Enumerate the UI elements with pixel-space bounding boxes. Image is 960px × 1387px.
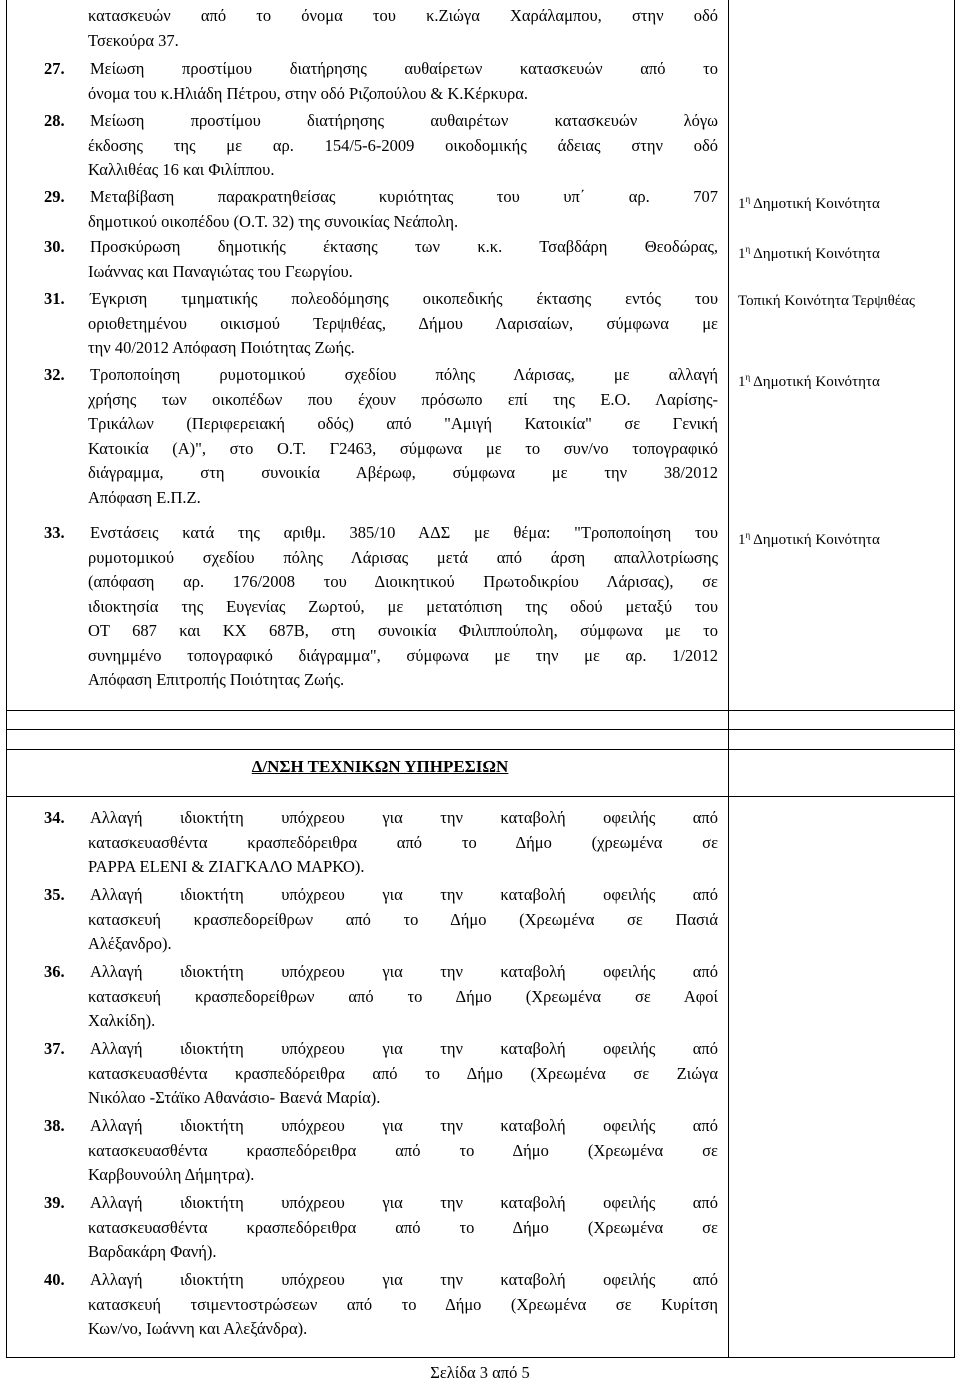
item-text-line: Νικόλαο -Στάϊκο Αθανάσιο- Βαενά Μαρία). [88,1088,381,1107]
item-text-line: Τρικάλων (Περιφερειακή οδός) από "Αμιγή Κατοικία" σε Γενική [88,414,718,433]
item-text: Αλλαγή ιδιοκτήτη υπόχρεου για την καταβολή οφειλής από [90,1270,718,1289]
item-text-line: Απόφαση Επιτροπής Ποιότητας Ζωής. [88,670,345,689]
item-text: Αλλαγή ιδιοκτήτη υπόχρεου για την καταβολή οφειλής από [90,885,718,904]
item-text-line: ΟΤ 687 και ΚΧ 687Β, στη συνοικία Φιλιππούπολη, σύμφωνα με το [88,621,718,640]
item-number: 36. [44,962,65,981]
item-number: 35. [44,885,65,904]
item-number: 39. [44,1193,65,1212]
item-text-line: κατασκευών από το όνομα του κ.Ζιώγα Χαράλαμπου, στην οδό [88,6,718,25]
item-text-line: κατασκευή κρασπεδορείθρων από το Δήμο (Χρεωμένα σε Πασιά [88,909,718,929]
agenda-item [44,1268,718,1293]
agenda-item [44,1114,718,1139]
item-number: 29. [44,187,65,206]
item-number: 28. [44,111,65,130]
agenda-item [44,806,718,831]
agenda-item [44,287,718,312]
agenda-item [44,1037,718,1062]
item-number: 37. [44,1039,65,1058]
item-text-line: Τσεκούρα 37. [88,30,179,50]
item-text-line: Κων/νο, Ιωάννη και Αλεξάνδρα). [88,1319,308,1338]
item-text-line: Κατοικία (Α)", στο Ο.Τ. Γ2463, σύμφωνα με το συν/νο τοπογραφικό [88,438,718,458]
item-locality: $1^\eta$ Δημοτική Κοινότητα [738,372,880,390]
item-text-line: την 40/2012 Απόφαση Ποιότητας Ζωής. [88,338,355,357]
item-text-line: όνομα του κ.Ηλιάδη Πέτρου, στην οδό Ριζοπούλου & Κ.Κέρκυρα. [88,83,528,103]
table-border-right [954,0,955,1358]
item-text-line: χρήσης των οικοπέδων που έχουν πρόσωπο επί της Ε.Ο. Λαρίσης- [88,389,718,409]
item-number: 38. [44,1116,65,1135]
item-text-line: έκδοσης της με αρ. 154/5-6-2009 οικοδομικής άδειας στην οδό [88,135,718,155]
item-text: Ενστάσεις κατά της αριθμ. 385/10 ΑΔΣ με θέμα: "Τροποποίηση του [90,523,718,542]
item-text-line: Βαρδακάρη Φανή). [88,1242,217,1261]
item-text-line: Καλλιθέας 16 και Φιλίππου. [88,160,275,179]
item-number: 34. [44,808,65,827]
item-number: 27. [44,59,65,78]
item-text-line: κατασκευασθέντα κρασπεδόρειθρα από το Δήμο (Χρεωμένα σε [88,1140,718,1160]
item-text: Μείωση προστίμου διατήρησης αυθαίρετων κατασκευών από το [90,59,718,78]
item-text-line: ιδιοκτησία της Ευγενίας Ζωρτού, με μετατόπιση της οδού μεταξύ του [88,596,718,616]
item-text: Έγκριση τμηματικής πολεοδόμησης οικοπεδικής έκτασης εντός του [90,289,718,308]
item-number: 40. [44,1270,65,1289]
item-text-line: (απόφαση αρ. 176/2008 του Διοικητικού Πρωτοδικρίου Λάρισας), σε [88,572,718,591]
item-text-line: ρυμοτομικού σχεδίου πόλης Λάρισας μετά από άρση απαλλοτρίωσης [88,547,718,567]
item-locality: $1^\eta$ Δημοτική Κοινότητα [738,194,880,212]
agenda-item [44,235,718,260]
item-text: Αλλαγή ιδιοκτήτη υπόχρεου για την καταβολή οφειλής από [90,808,718,827]
item-text: Αλλαγή ιδιοκτήτη υπόχρεου για την καταβολή οφειλής από [90,962,718,981]
item-text: Προσκύρωση δημοτικής έκτασης των κ.κ. Τσαβδάρη Θεοδώρας, [90,237,718,256]
item-text-line: κατασκευή τσιμεντοστρώσεων από το Δήμο (Χρεωμένα σε Κυρίτση [88,1294,718,1314]
item-text-line: οριοθετημένου οικισμού Τερψιθέας, Δήμου Λαρισαίων, σύμφωνα με [88,313,718,333]
agenda-item [44,57,718,82]
item-text-line: Χαλκίδη). [88,1011,156,1030]
item-text: Αλλαγή ιδιοκτήτη υπόχρεου για την καταβολή οφειλής από [90,1039,718,1058]
item-text-line: διάγραμμα, στη συνοικία Αβέρωφ, σύμφωνα με την 38/2012 [88,463,718,482]
item-text-line: PAPPA ELENI & ΖΙΑΓΚΑΛΟ ΜΑΡΚΟ). [88,857,365,876]
item-text-line: κατασκευασθέντα κρασπεδόρειθρα από το Δήμο (Χρεωμένα σε Ζιώγα [88,1063,718,1083]
item-text-line: κατασκευασθέντα κρασπεδόρειθρα από το Δήμο (Χρεωμένα σε [88,1217,718,1237]
item-text-line: Αλέξανδρο). [88,934,172,953]
item-text: Μείωση προστίμου διατήρησης αυθαιρέτων κατασκευών λόγω [90,111,718,130]
table-column-divider [728,0,729,1358]
row-divider [6,796,955,797]
row-divider [6,710,955,711]
item-text: Αλλαγή ιδιοκτήτη υπόχρεου για την καταβολή οφειλής από [90,1116,718,1135]
item-locality: $1^\eta$ Δημοτική Κοινότητα [738,530,880,548]
item-text-line: Καρβουνούλη Δήμητρα). [88,1165,255,1184]
item-text-line: συνημμένο τοπογραφικό διάγραμμα", σύμφωνα με την με αρ. 1/2012 [88,645,718,665]
table-border-bottom [6,1357,955,1358]
item-locality: Τοπική Κοινότητα Τερψιθέας [738,293,915,309]
item-number: 33. [44,523,65,542]
item-text-line: Απόφαση Ε.Π.Ζ. [88,487,201,507]
row-divider [6,729,955,730]
agenda-item [44,363,718,388]
item-text-line: δημοτικού οικοπέδου (Ο.Τ. 32) της συνοικίας Νεάπολη. [88,211,459,231]
item-text-line: κατασκευασθέντα κρασπεδόρειθρα από το Δήμο (χρεωμένα σε [88,832,718,852]
item-number: 31. [44,289,65,308]
agenda-item [44,960,718,985]
table-border-left [6,0,7,1358]
row-divider [6,749,955,750]
item-text: Μεταβίβαση παρακρατηθείσας κυριότητας του υπ΄ αρ. 707 [90,187,718,206]
section-heading: Δ/ΝΣΗ ΤΕΧΝΙΚΩΝ ΥΠΗΡΕΣΙΩΝ [251,757,509,776]
item-text: Τροποποίηση ρυμοτομικού σχεδίου πόλης Λάρισας, με αλλαγή [90,365,718,384]
page-footer: Σελίδα 3 από 5 [430,1363,530,1382]
agenda-item [44,521,718,546]
agenda-item [44,1191,718,1216]
agenda-item [44,883,718,908]
item-number: 32. [44,365,65,384]
item-text: Αλλαγή ιδιοκτήτη υπόχρεου για την καταβολή οφειλής από [90,1193,718,1212]
item-locality: $1^\eta$ Δημοτική Κοινότητα [738,244,880,262]
item-text-line: κατασκευή κρασπεδορείθρων από το Δήμο (Χρεωμένα σε Αφοί [88,986,718,1006]
item-text-line: Ιωάννας και Παναγιώτας του Γεωργίου. [88,261,353,281]
agenda-item [44,185,718,210]
agenda-item [44,109,718,134]
item-number: 30. [44,237,65,256]
